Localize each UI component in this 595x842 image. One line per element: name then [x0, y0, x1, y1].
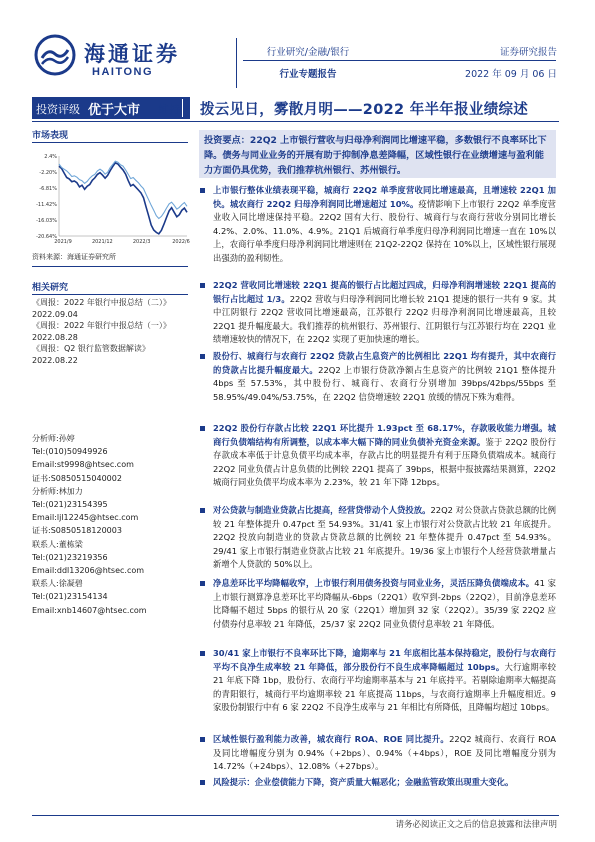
bullet-icon [200, 651, 205, 656]
analyst-tel: Tel:(010)50949926 [32, 447, 108, 457]
contact-email[interactable]: Email:xnb14607@htsec.com [32, 605, 147, 615]
key-point-body: 22Q2 营收与归母净利润同比增长较 21Q1 提速的银行一共有 9 家。其中江阴银行 22Q2 营收同比增速最高，江苏银行 22Q2 归母净利润同比增速最高，且较 22Q1 提升幅度最大。我们推荐的杭州银行、苏州银行、江阴银行与江苏银行均在 22Q1 业绩增速较快的情况下，在 22Q2 实现了更加快速的增长。 [213, 293, 556, 345]
bullet-icon [200, 354, 205, 359]
x-tick-label: 2022/6 [172, 239, 190, 245]
key-point-lead: 上市银行整体业绩表现平稳，城商行 22Q2 单季度营收同比增速最高，且增速较 22Q1 加快。城农商行 22Q2 归母净利润同比增速超过 10%。 [213, 185, 556, 209]
contact-role: 联系人:徐凝碧 [32, 579, 83, 589]
series-line-1 [59, 163, 187, 234]
report-label: 证券研究报告 [499, 47, 557, 58]
key-point-section [200, 647, 556, 715]
sidebar-rule [32, 266, 188, 267]
bullet-icon [200, 283, 205, 288]
y-tick-label: -16.03% [36, 218, 57, 224]
market-performance-chart [32, 150, 192, 250]
bullet-icon [200, 426, 205, 431]
rating-label: 投资评级 [36, 103, 80, 116]
y-tick-label: 2.4% [44, 154, 57, 160]
sidebar-rule [32, 142, 188, 143]
rating-change: 维持 [158, 103, 180, 116]
key-point-lead: 股份行、城商行与农商行 22Q2 贷款占生息资产的比例相比 22Q1 均有提升，其中农商行的贷款占比提升幅度最大。 [213, 351, 556, 375]
key-point-section [200, 733, 556, 774]
bullet-icon [200, 581, 205, 586]
chart-source: 资料来源：海通证券研究所 [32, 253, 116, 261]
related-item[interactable]: 《周报：Q2 银行监管数据解读》 2022.08.22 [32, 344, 150, 365]
key-point-section [200, 504, 556, 572]
report-category: 行业研究/金融/银行 [266, 47, 350, 58]
key-point-body: 22Q2 上市银行贷款净额占生息资产的比例较 21Q1 整体提升 4bps 至 57.53%，其中股份行、城商行、农商行分别增加 39bps/42bps/55bps 至 58.95%/49.04%/53.75%，在 22Q2 信贷增速较 22Q1 放缓的情况下殊为难得。 [213, 364, 556, 402]
key-point-section [200, 422, 556, 490]
risk-warning-text: 风险提示：企业偿债能力下降，资产质量大幅恶化；金融监管政策出现重大变化。 [213, 777, 514, 787]
footer-rule [32, 815, 559, 816]
related-research-list [32, 297, 188, 366]
rating-value: 优于大市 [88, 103, 141, 118]
y-tick-label: -2.20% [39, 170, 57, 176]
bullet-icon [200, 188, 205, 193]
bullet-icon [200, 780, 205, 785]
key-point-lead: 对公贷款与制造业贷款占比提高，经营贷带动个人贷投放。 [213, 505, 431, 515]
key-point-body: 22Q2 城商行、农商行 ROA 及同比增幅度分别为 0.94%（+2bps）、0.94%（+4bps），ROE 及同比增幅度分别为 14.72%（+24bps）、12.08%（+27bps）。 [213, 734, 556, 772]
key-point-section [200, 184, 556, 266]
related-item[interactable]: 《周报：2022 年银行中报总结（一）》 2022.08.28 [32, 321, 171, 342]
contact-tel: Tel:(021)23219356 [32, 552, 108, 562]
risk-warning-section [200, 776, 556, 790]
x-tick-label: 2021/9 [54, 239, 72, 245]
key-point-section [200, 279, 556, 347]
haitong-logo-icon [34, 34, 76, 76]
key-point-lead: 净息差环比平均降幅收窄，上市银行利用债务投资与同业业务，灵活压降负债端成本。 [213, 578, 535, 588]
footer-disclaimer: 请务必阅读正文之后的信息披露和法律声明 [395, 820, 557, 830]
bullet-icon [200, 508, 205, 513]
y-tick-label: -20.64% [36, 234, 57, 240]
logo-english-name: HAITONG [92, 66, 154, 78]
contact-role: 联系人:董栋梁 [32, 539, 83, 549]
key-point-section [200, 350, 556, 404]
report-type: 行业专题报告 [279, 69, 337, 80]
key-point-section [200, 577, 556, 631]
analyst-cert: 证书:S0850518120003 [32, 526, 122, 536]
key-point-body: 大行逾期率较 21 年底下降 1bp，股份行、农商行平均逾期率基本与 21 年底持平。若剔除逾期率大幅提高的青阳银行，城商行平均逾期率较 21 年底提高 11bps，与农商行逾期率上升幅度相近。9 家股份制银行中有 6 家 22Q2 不良净生成率与 21 年相比有所降低，且降幅均超过 10bps。 [213, 661, 556, 713]
investment-summary-box [199, 130, 556, 178]
report-date: 2022 年 09 月 06 日 [465, 69, 557, 80]
market-performance-heading: 市场表现 [32, 131, 69, 141]
header-divider [236, 38, 237, 88]
rating-divider [182, 99, 183, 117]
key-point-body: 41 家上市银行测算净息差环比平均降幅从-6bps（22Q1）收窄到-2bps（22Q2），目前净息差环比降幅不超过 5bps 的银行从 20 家（22Q1）增加到 32 家（22Q2）。35/39 家 22Q2 应付债券付息率较 21 年降低，25/37 家 22Q2 同业负债付息率较 21 年降低。 [213, 578, 556, 629]
analyst-email[interactable]: Email:st9998@htsec.com [32, 460, 134, 470]
key-point-lead: 30/41 家上市银行不良率环比下降，逾期率与 21 年底相比基本保持稳定，股份行与农商行平均不良净生成率较 21 年降低，部分股份行不良生成率降幅超过 10bps。 [213, 648, 556, 672]
key-point-lead: 22Q2 股份行存款占比较 22Q1 环比提升 1.93pct 至 68.17%，存款吸收能力增强。城商行负债端结构有所调整，以成本率大幅下降的同业负债补充资金来源。 [213, 423, 556, 447]
analyst-role: 分析师:林加力 [32, 486, 83, 496]
analyst-email[interactable]: Email:ljl12245@htsec.com [32, 513, 139, 523]
investment-summary: 投资要点：22Q2 上市银行营收与归母净利润同比增速平稳，多数银行不良率环比下降。债务与同业业务的开展有助于抑制净息差降幅，区域性银行在业绩增速与盈利能力方面仍具优势，我们推荐杭州银行、苏州银行。 [204, 135, 547, 176]
related-research-heading: 相关研究 [32, 283, 69, 293]
y-tick-label: -11.42% [36, 202, 57, 208]
contact-email[interactable]: Email:ddl13206@htsec.com [32, 566, 145, 576]
key-point-lead: 22Q2 营收同比增速较 22Q1 提高的银行占比超过四成，归母净利润增速较 22Q1 提高的银行占比超过 1/3。 [213, 280, 556, 304]
logo-chinese-name: 海通证券 [84, 41, 180, 66]
report-title: 拨云见日，雾散月明——2022 年半年报业绩综述 [200, 102, 529, 118]
key-point-body: 疫情影响下上市银行 22Q2 单季度营业收入同比增速保持平稳。22Q2 国有大行、股份行、城商行与农商行营收分别同比增长 4.2%、2.0%、11.0%、4.9%。21Q1 后城商行单季度归母净利润同比增速一直在 10%以上，农商行单季度归母净利润同比增速则在 21Q2-22Q2 保持在 10%以上，区域性银行展现出强劲的盈利韧性。 [213, 198, 556, 263]
y-tick-label: -6.81% [39, 186, 57, 192]
analyst-tel: Tel:(021)23154395 [32, 500, 108, 510]
key-point-lead: 区域性银行盈利能力改善，城农商行 ROA、ROE 同比提升。 [213, 734, 450, 744]
title-rule [32, 121, 559, 122]
sidebar-rule [32, 294, 188, 295]
related-item[interactable]: 《周报：2022 年银行中报总结（二）》 2022.09.04 [32, 298, 171, 319]
analyst-cert: 证书:S0850515040002 [32, 473, 122, 483]
key-point-body: 22Q2 对公贷款占贷款总额的比例较 21 年整体提升 0.47pct 至 54.93%。31/41 家上市银行对公贷款占比较 21 年底提升。22Q2 投放向制造业的贷款占贷款总额的比例较 21 年整体提升 0.47pct 至 54.93%。29/41 家上市银行制造业贷款占比较 21 年底提升。19/36 家上市银行个人经营贷款增量占新增个人贷款的 50%以上。 [213, 505, 557, 570]
x-tick-label: 2022/3 [132, 239, 151, 245]
analyst-contacts [32, 432, 188, 617]
x-tick-label: 2021/12 [91, 239, 113, 245]
key-point-body: 鉴于 22Q2 股份行存款成本率低于计息负债平均成本率，存款占比的明显提升有利于压降负债端成本。城商行 22Q2 同业负债占计息负债的比例较 22Q1 提高了 39bps，根据中报披露结果测算，22Q2 城商行同业负债平均成本率为 2.23%，较 21 年下降 12bps。 [213, 436, 556, 488]
header-rule [243, 60, 556, 61]
analyst-role: 分析师:孙婷 [32, 434, 75, 443]
bullet-icon [200, 737, 205, 742]
contact-tel: Tel:(021)23154134 [32, 592, 108, 602]
